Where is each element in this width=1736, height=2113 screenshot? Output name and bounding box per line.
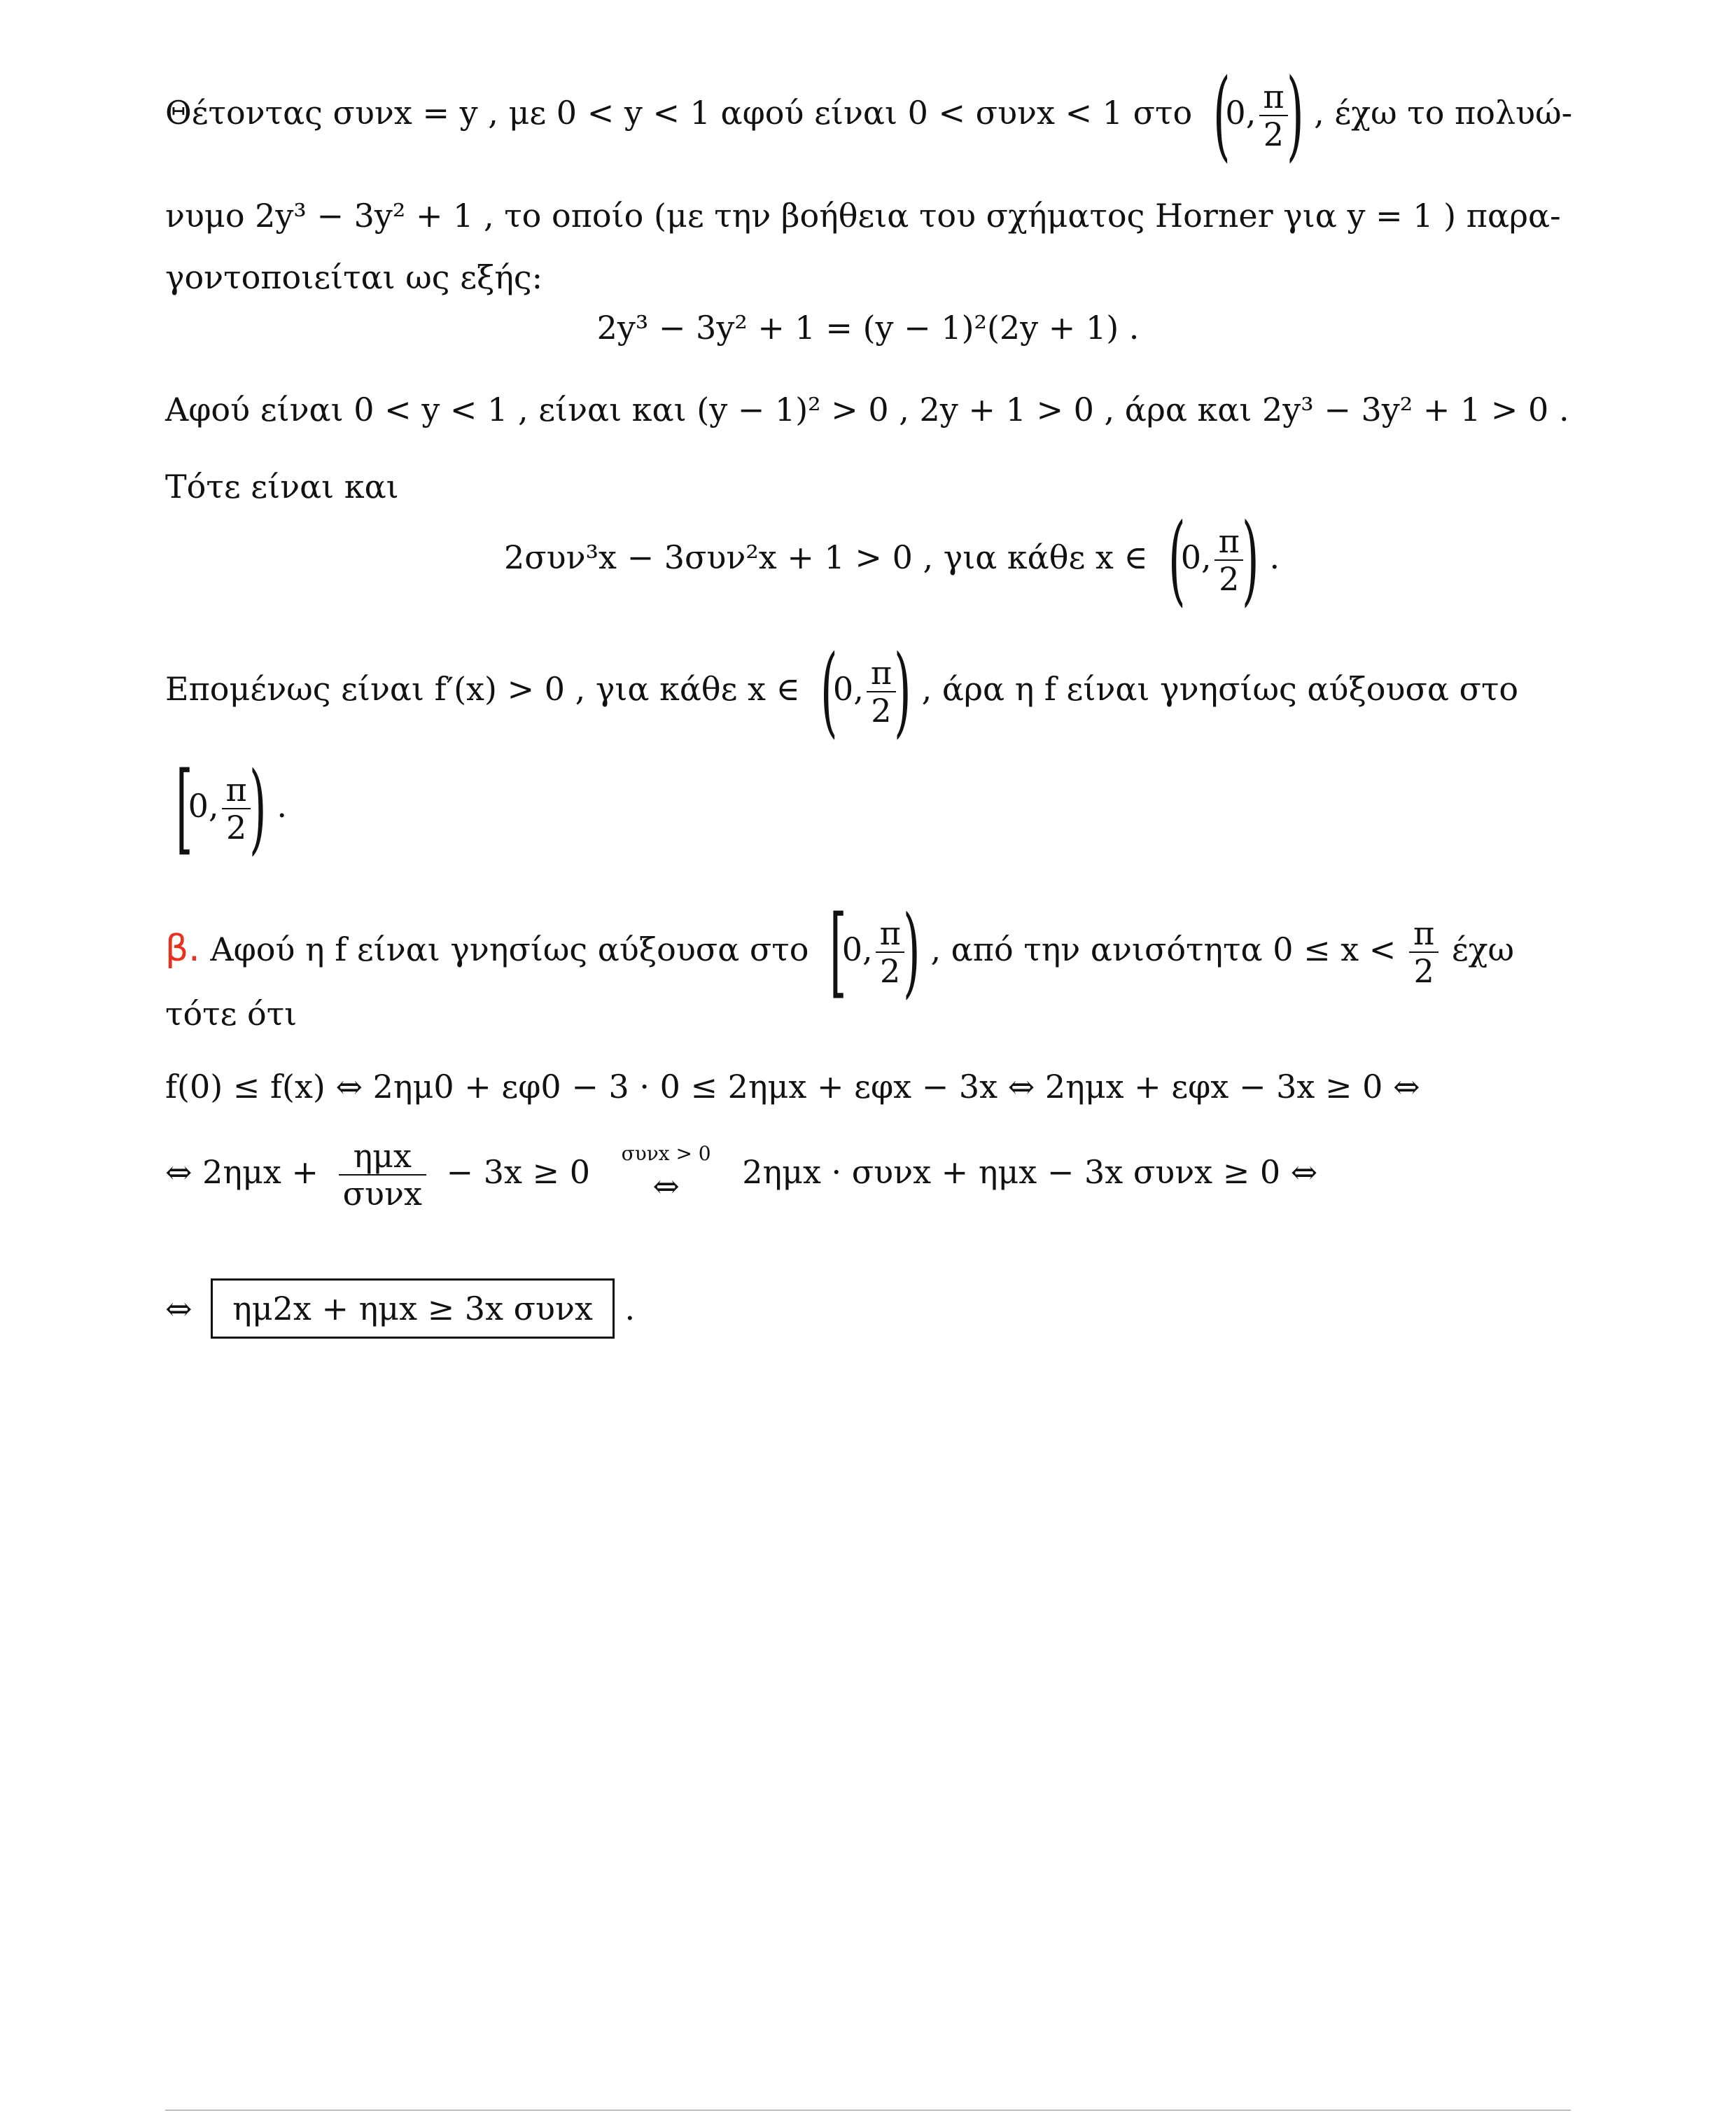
open-paren: ( [1168, 503, 1186, 617]
paragraph-then-that [165, 993, 1571, 1035]
beta-lead-text: Αφού η f είναι γνησίως αύξουσα στο [210, 930, 809, 968]
factorization-equation: 2y³ − 3y² + 1 = (y − 1)²(2y + 1) . [596, 309, 1140, 347]
then-that-text: τότε ότι [165, 995, 298, 1033]
open-bracket: [ [830, 895, 847, 1009]
interval-closed-open [165, 751, 1571, 865]
pi-over-two-fraction: $\frac{\pi}{2}$ [1409, 915, 1438, 989]
boxed-result: ημ2x + ημx ≥ 3x συνx [211, 1278, 615, 1339]
inequality-text: , από την ανισότητα 0 ≤ x < [930, 930, 1396, 968]
interval-start: 0, [1180, 538, 1212, 576]
positivity-text: Αφού είναι 0 < y < 1 , είναι και (y − 1)² > 0 , 2y + 1 > 0 , άρα και 2y³ − 3y² + 1 > 0 . [165, 391, 1569, 428]
close-paren: ) [1241, 503, 1259, 617]
footer-divider [165, 2109, 1571, 2111]
section-beta [165, 895, 1571, 1009]
close-paren: ) [248, 751, 267, 865]
pi-over-two-fraction: $\frac{\pi}{2}$ [1214, 523, 1244, 597]
cos-inequality-text: 2συν³x − 3συν²x + 1 > 0 , για κάθε x ∈ [504, 538, 1148, 576]
paragraph-factorization-intro [165, 256, 1571, 298]
increasing-text: , άρα η f είναι γνησίως αύξουσα στο [921, 670, 1519, 708]
paragraph-polynomial [165, 195, 1571, 237]
interval-start: 0, [188, 787, 219, 825]
equation-factorization [165, 307, 1571, 349]
equation-final [165, 1278, 1571, 1339]
interval-start: 0, [1225, 94, 1256, 132]
have-text: έχω [1451, 930, 1515, 968]
substitution-text: Θέτοντας συνx = y , με 0 < y < 1 αφού είναι 0 < συνx < 1 στο [165, 94, 1193, 132]
close-paren: ) [902, 895, 920, 1009]
pi-over-two-fraction: $\frac{\pi}{2}$ [876, 915, 905, 989]
open-bracket: [ [176, 751, 193, 865]
interval-start: 0, [832, 670, 864, 708]
equivalence-arrow: ⇔ [165, 1290, 192, 1327]
pi-over-two-fraction: $\frac{\pi}{2}$ [867, 655, 896, 729]
polynomial-intro: , έχω το πολυώ- [1314, 94, 1573, 132]
tan-fraction: $\frac{\text{ημx}}{\text{συνx}}$ [339, 1138, 426, 1212]
equation-cos-inequality [504, 503, 1571, 617]
close-paren: ) [1286, 58, 1304, 172]
pi-over-two-fraction: $\frac{\pi}{2}$ [222, 772, 251, 846]
pi-over-two-fraction: $\frac{\pi}{2}$ [1259, 78, 1288, 153]
chain-mid: − 3x ≥ 0 [446, 1153, 590, 1191]
inequality-chain-text: f(0) ≤ f(x) ⇔ 2ημ0 + εφ0 − 3 · 0 ≤ 2ημx + εφx − 3x ⇔ 2ημx + εφx − 3x ≥ 0 ⇔ [165, 1068, 1420, 1106]
period: . [276, 787, 287, 825]
then-text: Τότε είναι και [165, 468, 399, 505]
derivative-text: Επομένως είναι f′(x) > 0 , για κάθε x ∈ [165, 670, 800, 708]
paragraph-derivative-positive [165, 634, 1571, 748]
chain-lead: ⇔ 2ημx + [165, 1153, 318, 1191]
polynomial-text: νυμο 2y³ − 3y² + 1 , το οποίο (με την βοήθεια του σχήματος Horner για y = 1 ) παρα- [165, 197, 1561, 235]
open-paren: ( [820, 634, 838, 748]
conditional-equivalence: συνx > 0 ⇔ [621, 1142, 711, 1205]
close-paren: ) [894, 634, 911, 748]
section-label: β. [165, 928, 200, 970]
equation-chain-2 [165, 1138, 1571, 1212]
chain-tail: 2ημx · συνx + ημx − 3x συνx ≥ 0 ⇔ [742, 1153, 1318, 1191]
period: . [624, 1290, 636, 1327]
paragraph-substitution [165, 58, 1573, 172]
equation-chain-1 [165, 1066, 1571, 1108]
period: . [1269, 538, 1280, 576]
interval-start: 0, [841, 930, 873, 968]
paragraph-then [165, 466, 1571, 508]
paragraph-positivity [165, 389, 1571, 431]
factorization-text: γοντοποιείται ως εξής: [165, 258, 543, 296]
open-paren: ( [1212, 58, 1231, 172]
